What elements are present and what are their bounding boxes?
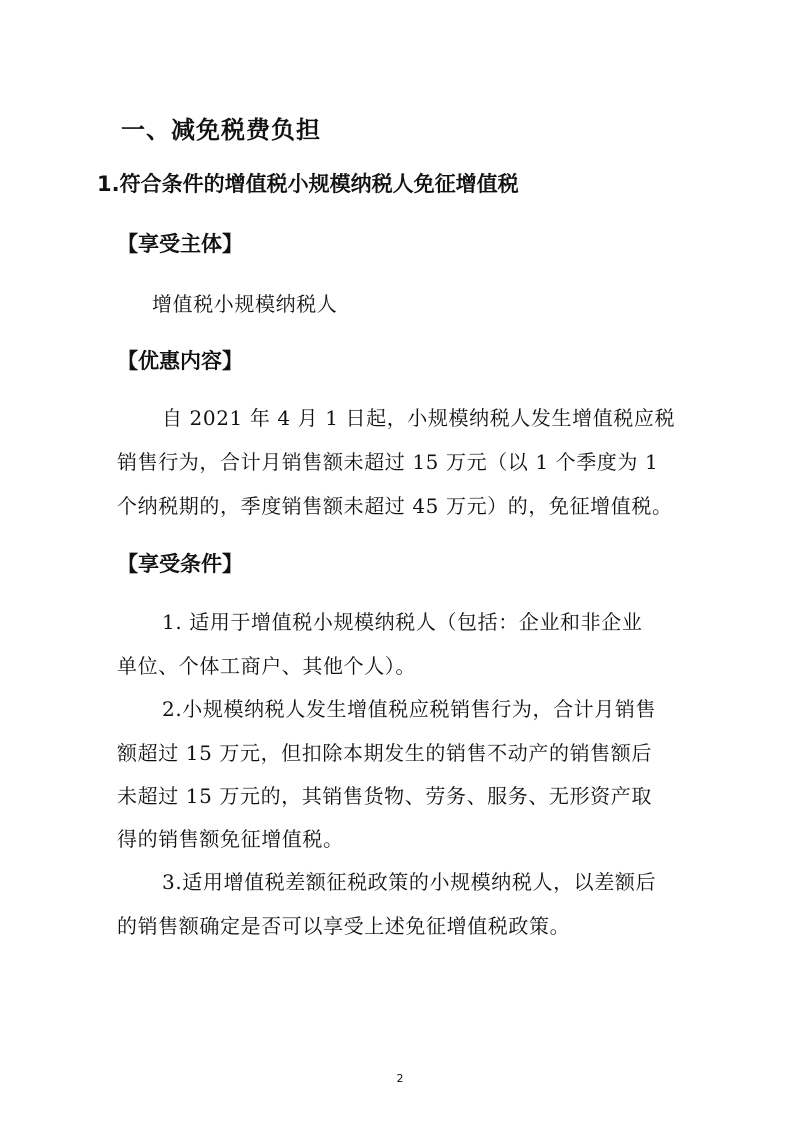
- condition-line: 3.适用增值税差额征税政策的小规模纳税人，以差额后: [162, 870, 657, 894]
- condition-line: 的销售额确定是否可以享受上述免征增值税政策。: [117, 914, 571, 938]
- condition-line: 额超过 15 万元，但扣除本期发生的销售不动产的销售额后: [117, 741, 652, 765]
- condition-line: 未超过 15 万元的，其销售货物、劳务、服务、无形资产取: [117, 784, 652, 808]
- subject-label: 【享受主体】: [117, 232, 243, 256]
- page-number: 2: [396, 1072, 404, 1085]
- condition-line: 2.小规模纳税人发生增值税应税销售行为，合计月销售: [162, 697, 657, 721]
- conditions-label: 【享受条件】: [117, 552, 243, 576]
- condition-line: 单位、个体工商户、其他个人）。: [117, 654, 416, 678]
- content-line: 个纳税期的，季度销售额未超过 45 万元）的，免征增值税。: [117, 494, 673, 518]
- policy-title: 1.符合条件的增值税小规模纳税人免征增值税: [97, 172, 519, 196]
- condition-line: 1. 适用于增值税小规模纳税人（包括：企业和非企业: [162, 610, 643, 634]
- condition-line: 得的销售额免征增值税。: [117, 827, 344, 851]
- content-line: 自 2021 年 4 月 1 日起，小规模纳税人发生增值税应税: [162, 406, 676, 430]
- subject-text: 增值税小规模纳税人: [152, 292, 338, 316]
- content-label: 【优惠内容】: [117, 349, 243, 373]
- section-heading: 一、减免税费负担: [121, 116, 321, 144]
- content-line: 销售行为，合计月销售额未超过 15 万元（以 1 个季度为 1: [117, 450, 659, 474]
